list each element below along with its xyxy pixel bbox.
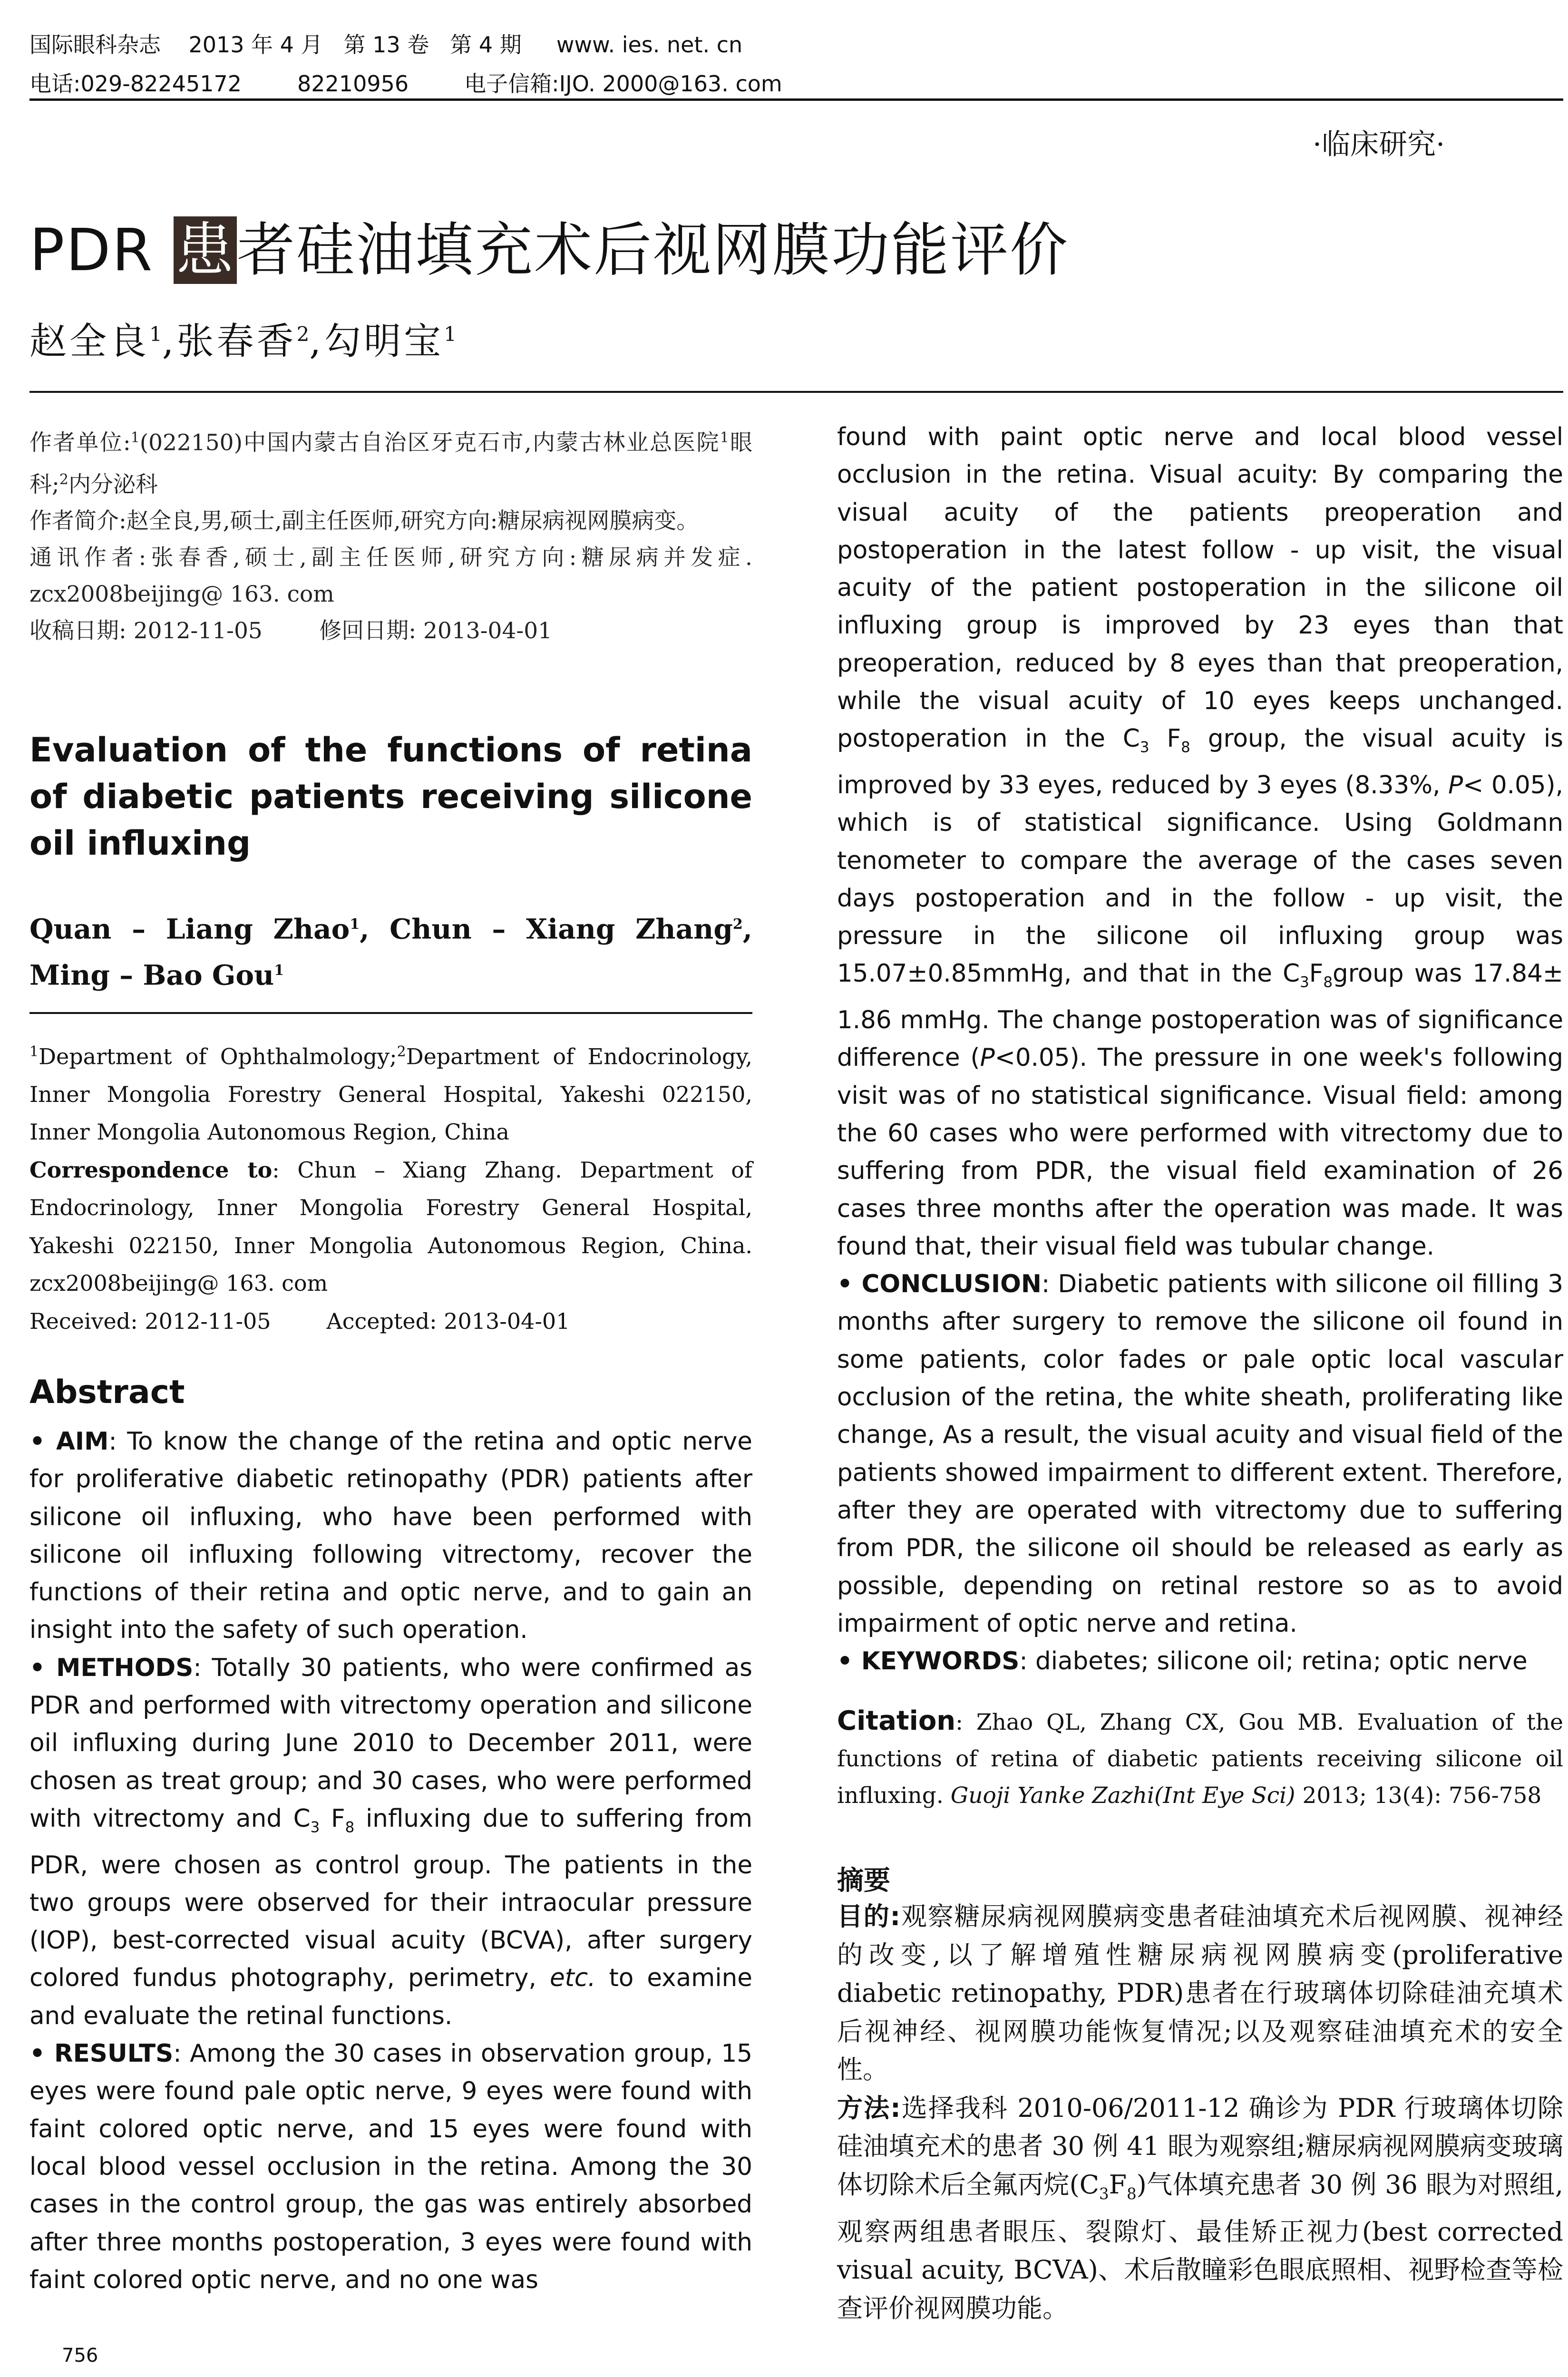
- author-3-sup: 1: [444, 322, 457, 346]
- en-author-2-sup: 2: [732, 916, 743, 933]
- zh-methods-text-3: )气体填充患者 30 例 36 眼为对照组,观察两组患者眼压、裂隙灯、最佳矫正视力(best corrected visual acuity, BCVA)、术后散瞳彩色眼底照相、视野检查等检查评价视网膜功能。: [837, 2169, 1563, 2323]
- en-author-2: , Chun – Xiang Zhang: [360, 913, 733, 945]
- results-text-right-7: <0.05). The pressure in one week's following visit was of no statistical significance. Visual field: among the 60 cases who were performed with vitrectomy due to suffering from PDR, the visual field examination of 26 cases three months after the operation was made. It was found that, their visual field was tubular change.: [837, 1043, 1563, 1261]
- zh-methods-text-2: F: [1109, 2169, 1127, 2200]
- zh-methods-text-1: 选择我科 2010-06/2011-12 确诊为 PDR 行玻璃体切除硅油填充术的患者 30 例 41 眼为观察组;糖尿病视网膜病变玻璃体切除术后全氟丙烷(C: [837, 2093, 1563, 2200]
- abstract-right-column: [837, 419, 1563, 1680]
- results-text-right-3: group, the visual acuity is improved by 33 eyes, reduced by 3 eyes (8.33%,: [837, 724, 1563, 799]
- results-text-right-6: group was 17.84± 1.86 mmHg. The change postoperation was of significance difference (: [837, 959, 1563, 1072]
- citation-block: [837, 1703, 1563, 1814]
- english-affiliations: $^1$Department of Ophthalmology;$^2$Department of Endocrinology, Inner Mongolia Forestry General Hospital, Yakeshi 022150, Inner Mongolia Autonomous Region, China Correspondence to: Chun – Xiang Zhang. Department of Endocrinology, Inner Mongolia Forestry General Hospital, Yakeshi 022150, Inner Mongolia Autonomous Region, China. zcx2008beijing@ 163. com Received: 2012-11-05 Accepted: 2013-04-01: [29, 1033, 752, 1340]
- author-1: 赵全良: [29, 320, 150, 363]
- unit-text-3: 内分泌科: [68, 471, 158, 498]
- aim-text: : To know the change of the retina and optic nerve for proliferative diabetic retinopathy (PDR) patients after silicone oil influxing, who have been performed with silicone oil influxing following vitrectomy, recover the functions of their retina and optic nerve, and to gain an insight into the safety of such operation.: [29, 1427, 752, 1645]
- citation-text-1: : Zhao QL, Zhang CX, Gou MB. Evaluation of the functions of retina of diabetic patients receiving silicone oil influxing.: [837, 1709, 1563, 1809]
- title-rest: 者硅油填充术后视网膜功能评价: [237, 216, 1070, 284]
- page-number: 756: [62, 2345, 98, 2367]
- english-title-block: [29, 727, 752, 867]
- en-author-1: Quan – Liang Zhao: [29, 913, 350, 945]
- zh-methods-sub-2: 8: [1127, 2184, 1137, 2203]
- citation-text-2: 2013; 13(4): 756-758: [1295, 1783, 1542, 1809]
- correspondence-text: : Chun – Xiang Zhang. Department of Endocrinology, Inner Mongolia Forestry General Hospital, Yakeshi 022150, Inner Mongolia Autonomous Region, China. zcx2008beijing@ 163. com: [29, 1157, 753, 1296]
- zh-abstract: [837, 1898, 1563, 2328]
- correspondence-label: Correspondence to: [29, 1157, 273, 1183]
- methods-text-4: to examine and evaluate the retinal functions.: [29, 1964, 752, 2030]
- results-sub-4: 8: [1323, 974, 1333, 991]
- zh-methods-sub-1: 3: [1099, 2184, 1109, 2203]
- unit-text-2: 眼科;: [29, 429, 753, 498]
- english-title: Evaluation of the functions of retina of diabetic patients receiving silicone oil influxing: [29, 731, 752, 863]
- zh-methods-label: 方法:: [837, 2093, 901, 2123]
- received-accepted: Received: 2012-11-05 Accepted: 2013-04-01: [29, 1308, 570, 1334]
- dates-cn: 收稿日期: 2012-11-05 修回日期: 2013-04-01: [29, 618, 553, 644]
- journal-header-line2: 电话:029-82245172 82210956 电子信箱:IJO. 2000@163. com: [29, 71, 782, 97]
- methods-sub-2: 8: [345, 1819, 355, 1836]
- methods-label: • METHODS: [29, 1653, 194, 1682]
- methods-sub-1: 3: [310, 1819, 320, 1836]
- unit-label: 作者单位:: [29, 429, 131, 456]
- abstract-left-column: [29, 1423, 752, 2299]
- results-text-right-1: found with paint optic nerve and local blood vessel occlusion in the retina. Visual acuity: By comparing the visual acuity of the patients preoperation and postoperation in the latest follow - up visit, the visual acuity of the patient postoperation in the silicone oil influxing group is improved by 23 eyes than that preoperation, reduced by 8 eyes than that preoperation, while the visual acuity of 10 eyes keeps unchanged. postoperation in the C: [837, 423, 1563, 753]
- unit-text: (022150)中国内蒙古自治区牙克石市,内蒙古林业总医院: [139, 429, 720, 456]
- author-3: 勾明宝: [324, 320, 444, 363]
- results-text-right-5: F: [1309, 959, 1324, 988]
- zh-aim-text: 观察糖尿病视网膜病变患者硅油填充术后视网膜、视神经的改变,以了解增殖性糖尿病视网膜病变(proliferative diabetic retinopathy, PDR)患者在行玻璃体切除硅油充填术后视神经、视网膜功能恢复情况;以及观察硅油填充术的安全性。: [837, 1901, 1563, 2085]
- section-tag: ·临床研究·: [1313, 128, 1445, 161]
- english-authors-block: [29, 904, 752, 996]
- keywords-label: • KEYWORDS: [837, 1647, 1020, 1676]
- en-author-3-sup: 1: [274, 962, 284, 979]
- results-sub-3: 3: [1300, 974, 1309, 991]
- author-sep: ,: [309, 320, 324, 363]
- corresponding-author: 通讯作者:张春香,硕士,副主任医师,研究方向:糖尿病并发症. zcx2008beijing@ 163. com: [29, 545, 752, 608]
- author-2-sup: 2: [296, 322, 310, 346]
- journal-header-line1: 国际眼科杂志 2013 年 4 月 第 13 卷 第 4 期 www. ies. net. cn: [29, 32, 743, 58]
- results-sub-2: 8: [1181, 739, 1190, 756]
- results-text-left: : Among the 30 cases in observation group, 15 eyes were found pale optic nerve, 9 eyes were found with faint colored optic nerve, and 15 eyes were found with local blood vessel occlusion in the retina. Among the 30 cases in the control group, the gas was entirely absorbed after three months postoperation, 3 eyes were found with faint colored optic nerve, and no one was: [29, 2039, 752, 2294]
- title-prefix: PDR: [29, 216, 174, 284]
- author-bio: 作者简介:赵全良,男,硕士,副主任医师,研究方向:糖尿病视网膜病变。: [29, 508, 699, 535]
- author-sep: ,: [162, 320, 177, 363]
- abstract-heading-block: [29, 1374, 752, 1411]
- authors-cn: [29, 312, 457, 365]
- en-author-1-sup: 1: [350, 916, 360, 933]
- conclusion-label: • CONCLUSION: [837, 1270, 1042, 1299]
- keywords-text: : diabetes; silicone oil; retina; optic nerve: [1019, 1647, 1528, 1676]
- results-text-right-4: < 0.05), which is of statistical significance. Using Goldmann tenometer to compare the average of the cases seven days postoperation and in the follow - up visit, the pressure in the silicone oil influxing group was 15.07±0.85mmHg, and that in the C: [837, 770, 1563, 988]
- results-p-2: P: [980, 1043, 995, 1072]
- methods-text-1: : Totally 30 patients, who were confirmed as PDR and performed with vitrectomy operation and silicone oil influxing during June 2010 to December 2011, were chosen as treat group; and 30 cases, who were performed with vitrectomy and C: [29, 1653, 752, 1833]
- results-text-right-2: F: [1149, 724, 1181, 753]
- aim-label: • AIM: [29, 1427, 109, 1456]
- author-info-cn: 作者单位:$^1$(022150)中国内蒙古自治区牙克石市,内蒙古林业总医院$^1$眼科;$^2$内分泌科 作者简介:赵全良,男,硕士,副主任医师,研究方向:糖尿病视网膜病变。 通讯作者:张春香,硕士,副主任医师,研究方向:糖尿病并发症. zcx2008beijing@ 163. com 收稿日期: 2012-11-05 修回日期: 2013-04-01: [29, 419, 752, 649]
- citation-journal: Guoji Yanke Zazhi(Int Eye Sci): [950, 1783, 1295, 1809]
- abstract-heading: Abstract: [29, 1374, 185, 1411]
- results-sub-1: 3: [1139, 739, 1149, 756]
- authors-rule: [29, 391, 1563, 393]
- zh-abstract-heading: 摘要: [837, 1865, 890, 1896]
- citation-label: Citation: [837, 1705, 956, 1736]
- author-1-sup: 1: [149, 322, 162, 346]
- title-highlight: 患: [174, 216, 237, 284]
- zh-aim-label: 目的:: [837, 1901, 901, 1931]
- author-2: 张春香: [176, 320, 297, 363]
- aff-1: Department of Ophthalmology;: [39, 1043, 397, 1070]
- results-label: • RESULTS: [29, 2039, 174, 2068]
- results-p-1: P: [1448, 770, 1463, 799]
- conclusion-text: : Diabetic patients with silicone oil filling 3 months after surgery to remove the silicone oil found in some patients, color fades or pale optic local vascular occlusion of the retina, the white sheath, proliferating like change, As a result, the visual acuity and visual field of the patients showed impairment to different extent. Therefore, after they are operated with vitrectomy due to suffering from PDR, the silicone oil should be released as early as possible, depending on retinal restore so as to avoid impairment of optic nerve and retina.: [837, 1270, 1563, 1638]
- header-rule: [29, 98, 1563, 101]
- zh-abstract-heading-block: [837, 1860, 1563, 1898]
- english-authors: [29, 904, 752, 996]
- methods-etc: etc.: [549, 1964, 596, 1993]
- methods-text-2: F: [320, 1804, 345, 1833]
- article-title: [29, 204, 1069, 287]
- methods-text-3: influxing due to suffering from PDR, were chosen as control group. The patients in the two groups were observed for their intraocular pressure (IOP), best-corrected visual acuity (BCVA), after surgery colored fundus photography, perimetry,: [29, 1804, 753, 1993]
- aff-2: Department of Endocrinology, Inner Mongolia Forestry General Hospital, Yakeshi 022150, Inner Mongolia Autonomous Region, China: [29, 1043, 752, 1145]
- affiliation-rule: [29, 1012, 752, 1014]
- en-author-3: , Ming – Bao Gou: [29, 913, 752, 992]
